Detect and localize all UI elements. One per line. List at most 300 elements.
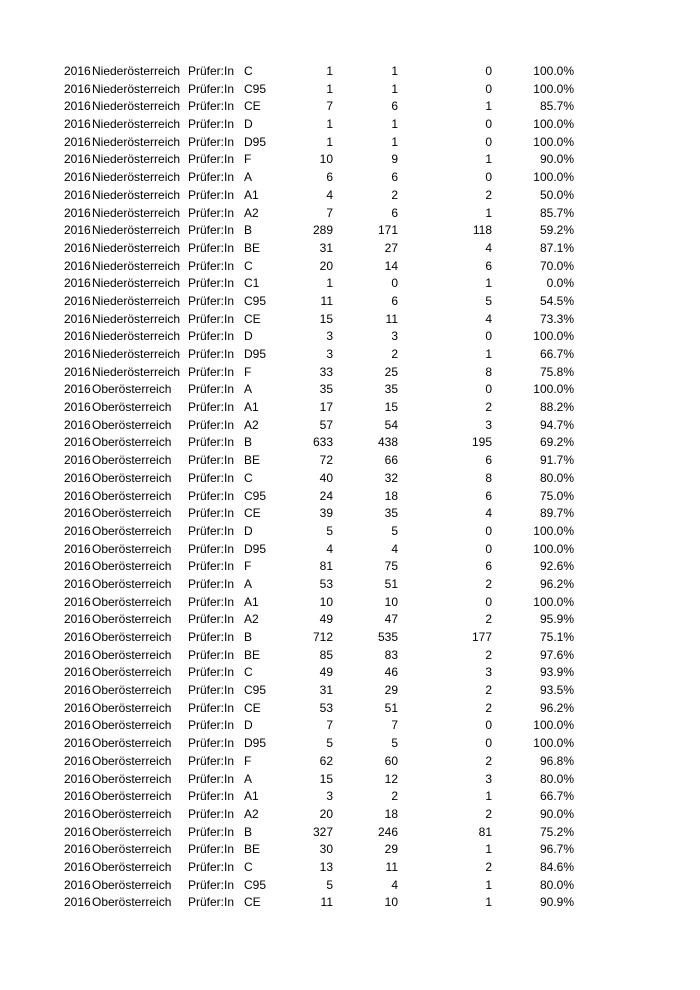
year-cell: 2016 (64, 470, 91, 485)
failed-cell: 2 (485, 859, 492, 874)
passed-cell: 66 (384, 453, 398, 468)
year-cell: 2016 (64, 506, 91, 521)
role-cell: Prüfer:In (188, 258, 235, 273)
year-cell: 2016 (64, 258, 91, 273)
total-cell: 6 (326, 170, 333, 185)
license-class-cell: F (244, 364, 252, 379)
year-cell: 2016 (64, 665, 91, 680)
pass-rate-cell: 75.1% (539, 630, 574, 644)
pass-rate-cell: 0.0% (546, 276, 574, 291)
role-cell: Prüfer:In (188, 311, 235, 326)
year-cell: 2016 (64, 859, 91, 874)
passed-cell: 1 (391, 134, 398, 149)
year-cell: 2016 (64, 576, 91, 591)
state-cell: Niederösterreich (92, 364, 181, 379)
state-cell: Oberösterreich (92, 647, 172, 662)
state-cell: Oberösterreich (92, 824, 172, 839)
role-cell: Prüfer:In (188, 99, 235, 114)
license-class-cell: B (244, 630, 253, 644)
failed-cell: 2 (485, 647, 492, 662)
state-cell: Oberösterreich (92, 700, 172, 715)
year-cell: 2016 (64, 753, 91, 768)
role-cell: Prüfer:In (188, 223, 235, 238)
role-cell: Prüfer:In (188, 541, 235, 556)
pass-rate-cell: 90.0% (539, 152, 574, 167)
state-cell: Oberösterreich (92, 753, 172, 768)
license-class-cell: B (244, 824, 253, 839)
pass-rate-cell: 66.7% (539, 789, 574, 804)
license-class-cell: A1 (244, 187, 259, 202)
license-class-cell: CE (244, 311, 261, 326)
year-cell: 2016 (64, 842, 91, 857)
failed-cell: 2 (485, 683, 492, 698)
failed-cell: 1 (485, 877, 492, 892)
state-cell: Niederösterreich (92, 152, 181, 167)
pass-rate-cell: 100.0% (533, 134, 574, 149)
state-cell: Oberösterreich (92, 683, 172, 698)
total-cell: 53 (319, 576, 333, 591)
failed-cell: 0 (485, 736, 492, 751)
license-class-cell: C (244, 258, 253, 273)
passed-cell: 9 (391, 152, 398, 167)
license-class-cell: C95 (244, 877, 267, 892)
year-cell: 2016 (64, 594, 91, 609)
year-cell: 2016 (64, 329, 91, 344)
year-cell: 2016 (64, 630, 91, 644)
total-cell: 15 (319, 311, 333, 326)
license-class-cell: BE (244, 240, 261, 255)
license-class-cell: C95 (244, 683, 267, 698)
year-cell: 2016 (64, 612, 91, 627)
license-class-cell: F (244, 559, 252, 574)
table-row (64, 187, 574, 205)
total-cell: 3 (326, 329, 333, 344)
year-cell: 2016 (64, 895, 91, 910)
table-row (64, 629, 574, 647)
state-cell: Oberösterreich (92, 612, 172, 627)
failed-cell: 8 (485, 470, 492, 485)
table-row (64, 258, 574, 276)
pass-rate-cell: 97.6% (539, 647, 574, 662)
failed-cell: 0 (485, 594, 492, 609)
total-cell: 81 (319, 559, 333, 574)
passed-cell: 0 (391, 276, 398, 291)
license-class-cell: D95 (244, 347, 267, 361)
failed-cell: 0 (485, 523, 492, 538)
state-cell: Oberösterreich (92, 842, 172, 857)
total-cell: 49 (319, 665, 333, 680)
data-table (64, 63, 574, 912)
failed-cell: 0 (485, 718, 492, 733)
table-row (64, 576, 574, 594)
table-row (64, 806, 574, 824)
total-cell: 5 (326, 523, 333, 538)
role-cell: Prüfer:In (188, 523, 235, 538)
failed-cell: 1 (485, 895, 492, 910)
role-cell: Prüfer:In (188, 877, 235, 892)
failed-cell: 2 (485, 187, 492, 202)
passed-cell: 7 (391, 718, 398, 733)
license-class-cell: BE (244, 453, 261, 468)
passed-cell: 171 (377, 223, 398, 238)
passed-cell: 35 (384, 506, 398, 521)
table-row (64, 98, 574, 116)
total-cell: 85 (319, 647, 333, 662)
license-class-cell: D (244, 718, 253, 733)
failed-cell: 0 (485, 382, 492, 397)
total-cell: 633 (312, 435, 333, 450)
year-cell: 2016 (64, 170, 91, 185)
year-cell: 2016 (64, 718, 91, 733)
failed-cell: 0 (485, 170, 492, 185)
year-cell: 2016 (64, 81, 91, 96)
year-cell: 2016 (64, 205, 91, 220)
pass-rate-cell: 75.0% (539, 488, 574, 503)
table-row (64, 753, 574, 771)
year-cell: 2016 (64, 364, 91, 379)
state-cell: Oberösterreich (92, 789, 172, 804)
table-row (64, 293, 574, 311)
passed-cell: 11 (385, 859, 398, 874)
role-cell: Prüfer:In (188, 718, 235, 733)
year-cell: 2016 (64, 559, 91, 574)
passed-cell: 535 (377, 630, 398, 644)
table-row (64, 523, 574, 541)
license-class-cell: C (244, 64, 253, 78)
year-cell: 2016 (64, 824, 91, 839)
failed-cell: 1 (485, 842, 492, 857)
pass-rate-cell: 96.2% (539, 700, 574, 715)
table-row (64, 346, 574, 364)
year-cell: 2016 (64, 541, 91, 556)
license-class-cell: C (244, 470, 253, 485)
pass-rate-cell: 91.7% (539, 453, 574, 468)
year-cell: 2016 (64, 771, 91, 786)
total-cell: 35 (319, 382, 333, 397)
pass-rate-cell: 80.0% (539, 470, 574, 485)
pass-rate-cell: 94.7% (539, 417, 574, 432)
passed-cell: 12 (384, 771, 398, 786)
pass-rate-cell: 100.0% (533, 594, 574, 609)
pass-rate-cell: 100.0% (533, 736, 574, 751)
state-cell: Niederösterreich (92, 223, 181, 238)
year-cell: 2016 (64, 700, 91, 715)
table-row (64, 735, 574, 753)
total-cell: 40 (319, 470, 333, 485)
year-cell: 2016 (64, 453, 91, 468)
pass-rate-cell: 100.0% (533, 523, 574, 538)
state-cell: Oberösterreich (92, 718, 172, 733)
table-row (64, 116, 574, 134)
role-cell: Prüfer:In (188, 594, 235, 609)
total-cell: 712 (312, 630, 333, 644)
table-row (64, 328, 574, 346)
license-class-cell: CE (244, 700, 261, 715)
failed-cell: 0 (485, 117, 492, 132)
table-row (64, 717, 574, 735)
table-row (64, 364, 574, 382)
pass-rate-cell: 54.5% (539, 293, 574, 308)
license-class-cell: D (244, 523, 253, 538)
role-cell: Prüfer:In (188, 753, 235, 768)
passed-cell: 5 (391, 523, 398, 538)
license-class-cell: BE (244, 842, 261, 857)
passed-cell: 54 (384, 417, 398, 432)
state-cell: Niederösterreich (92, 81, 181, 96)
failed-cell: 4 (485, 506, 492, 521)
role-cell: Prüfer:In (188, 417, 235, 432)
role-cell: Prüfer:In (188, 152, 235, 167)
total-cell: 7 (326, 205, 333, 220)
pass-rate-cell: 100.0% (533, 64, 574, 78)
table-row (64, 594, 574, 612)
license-class-cell: A (244, 576, 253, 591)
failed-cell: 2 (485, 806, 492, 821)
license-class-cell: F (244, 152, 252, 167)
state-cell: Niederösterreich (92, 240, 181, 255)
state-cell: Oberösterreich (92, 877, 172, 892)
role-cell: Prüfer:In (188, 824, 235, 839)
passed-cell: 18 (384, 806, 398, 821)
license-class-cell: CE (244, 506, 261, 521)
license-class-cell: A (244, 771, 253, 786)
pass-rate-cell: 96.2% (539, 576, 574, 591)
passed-cell: 83 (384, 647, 398, 662)
failed-cell: 2 (485, 576, 492, 591)
license-class-cell: C95 (244, 81, 267, 96)
state-cell: Oberösterreich (92, 576, 172, 591)
table-row (64, 240, 574, 258)
state-cell: Oberösterreich (92, 382, 172, 397)
total-cell: 15 (319, 771, 333, 786)
license-class-cell: A1 (244, 400, 259, 415)
year-cell: 2016 (64, 64, 91, 78)
role-cell: Prüfer:In (188, 506, 235, 521)
failed-cell: 177 (471, 630, 492, 644)
passed-cell: 2 (391, 789, 398, 804)
pass-rate-cell: 59.2% (539, 223, 574, 238)
state-cell: Oberösterreich (92, 541, 172, 556)
passed-cell: 32 (384, 470, 398, 485)
table-row (64, 275, 574, 293)
failed-cell: 1 (485, 99, 492, 114)
table-row (64, 169, 574, 187)
state-cell: Oberösterreich (92, 806, 172, 821)
passed-cell: 46 (384, 665, 398, 680)
table-row (64, 417, 574, 435)
role-cell: Prüfer:In (188, 700, 235, 715)
table-row (64, 399, 574, 417)
passed-cell: 29 (384, 683, 398, 698)
passed-cell: 51 (384, 576, 398, 591)
license-class-cell: D95 (244, 134, 267, 149)
license-class-cell: D95 (244, 736, 267, 751)
pass-rate-cell: 100.0% (533, 541, 574, 556)
table-row (64, 700, 574, 718)
total-cell: 3 (326, 789, 333, 804)
state-cell: Niederösterreich (92, 276, 181, 291)
pass-rate-cell: 75.2% (539, 824, 574, 839)
total-cell: 17 (319, 400, 333, 415)
license-class-cell: CE (244, 895, 261, 910)
total-cell: 1 (326, 64, 333, 78)
license-class-cell: A2 (244, 205, 259, 220)
failed-cell: 2 (485, 753, 492, 768)
pass-rate-cell: 90.9% (539, 895, 574, 910)
state-cell: Niederösterreich (92, 311, 181, 326)
table-row (64, 877, 574, 895)
failed-cell: 2 (485, 400, 492, 415)
state-cell: Niederösterreich (92, 258, 181, 273)
state-cell: Oberösterreich (92, 435, 172, 450)
table-row (64, 771, 574, 789)
table-row (64, 222, 574, 240)
state-cell: Niederösterreich (92, 134, 181, 149)
state-cell: Oberösterreich (92, 594, 172, 609)
passed-cell: 5 (391, 736, 398, 751)
passed-cell: 1 (391, 81, 398, 96)
failed-cell: 1 (485, 152, 492, 167)
license-class-cell: C95 (244, 488, 267, 503)
passed-cell: 15 (384, 400, 398, 415)
role-cell: Prüfer:In (188, 400, 235, 415)
year-cell: 2016 (64, 347, 91, 361)
total-cell: 1 (326, 134, 333, 149)
passed-cell: 29 (384, 842, 398, 857)
table-row (64, 788, 574, 806)
year-cell: 2016 (64, 382, 91, 397)
table-row (64, 63, 574, 81)
role-cell: Prüfer:In (188, 559, 235, 574)
state-cell: Oberösterreich (92, 736, 172, 751)
failed-cell: 0 (485, 541, 492, 556)
state-cell: Niederösterreich (92, 205, 181, 220)
role-cell: Prüfer:In (188, 736, 235, 751)
table-row (64, 664, 574, 682)
state-cell: Oberösterreich (92, 630, 172, 644)
passed-cell: 18 (384, 488, 398, 503)
passed-cell: 2 (391, 187, 398, 202)
role-cell: Prüfer:In (188, 187, 235, 202)
pass-rate-cell: 95.9% (539, 612, 574, 627)
total-cell: 7 (326, 718, 333, 733)
role-cell: Prüfer:In (188, 382, 235, 397)
failed-cell: 3 (485, 771, 492, 786)
state-cell: Oberösterreich (92, 400, 172, 415)
passed-cell: 14 (384, 258, 398, 273)
total-cell: 13 (319, 859, 333, 874)
year-cell: 2016 (64, 223, 91, 238)
license-class-cell: D95 (244, 541, 267, 556)
passed-cell: 27 (384, 240, 398, 255)
total-cell: 20 (319, 806, 333, 821)
failed-cell: 0 (485, 329, 492, 344)
state-cell: Oberösterreich (92, 470, 172, 485)
failed-cell: 6 (485, 488, 492, 503)
pass-rate-cell: 100.0% (533, 117, 574, 132)
pass-rate-cell: 66.7% (539, 347, 574, 361)
state-cell: Niederösterreich (92, 117, 181, 132)
pass-rate-cell: 87.1% (539, 240, 574, 255)
table-row (64, 311, 574, 329)
passed-cell: 25 (384, 364, 398, 379)
total-cell: 20 (319, 258, 333, 273)
total-cell: 72 (319, 453, 333, 468)
pass-rate-cell: 69.2% (539, 435, 574, 450)
license-class-cell: CE (244, 99, 261, 114)
total-cell: 49 (319, 612, 333, 627)
state-cell: Niederösterreich (92, 64, 181, 78)
passed-cell: 47 (384, 612, 398, 627)
pass-rate-cell: 70.0% (539, 258, 574, 273)
failed-cell: 0 (485, 134, 492, 149)
total-cell: 39 (319, 506, 333, 521)
role-cell: Prüfer:In (188, 470, 235, 485)
role-cell: Prüfer:In (188, 453, 235, 468)
license-class-cell: A (244, 382, 253, 397)
role-cell: Prüfer:In (188, 205, 235, 220)
state-cell: Oberösterreich (92, 523, 172, 538)
failed-cell: 2 (485, 700, 492, 715)
state-cell: Niederösterreich (92, 293, 181, 308)
failed-cell: 6 (485, 453, 492, 468)
failed-cell: 1 (485, 789, 492, 804)
passed-cell: 10 (384, 895, 398, 910)
table-row (64, 558, 574, 576)
total-cell: 3 (326, 347, 333, 361)
total-cell: 11 (320, 895, 333, 910)
failed-cell: 6 (485, 559, 492, 574)
pass-rate-cell: 89.7% (539, 506, 574, 521)
role-cell: Prüfer:In (188, 630, 235, 644)
license-class-cell: BE (244, 647, 261, 662)
passed-cell: 4 (391, 877, 398, 892)
failed-cell: 4 (485, 311, 492, 326)
failed-cell: 6 (485, 258, 492, 273)
state-cell: Niederösterreich (92, 99, 181, 114)
failed-cell: 1 (485, 276, 492, 291)
passed-cell: 60 (384, 753, 398, 768)
table-row (64, 505, 574, 523)
passed-cell: 4 (391, 541, 398, 556)
state-cell: Oberösterreich (92, 665, 172, 680)
state-cell: Niederösterreich (92, 187, 181, 202)
total-cell: 53 (319, 700, 333, 715)
pass-rate-cell: 92.6% (539, 559, 574, 574)
state-cell: Oberösterreich (92, 559, 172, 574)
year-cell: 2016 (64, 152, 91, 167)
role-cell: Prüfer:In (188, 771, 235, 786)
license-class-cell: A2 (244, 612, 259, 627)
year-cell: 2016 (64, 647, 91, 662)
passed-cell: 1 (391, 117, 398, 132)
failed-cell: 0 (485, 64, 492, 78)
table-row (64, 682, 574, 700)
table-row (64, 488, 574, 506)
license-class-cell: C (244, 859, 253, 874)
table-row (64, 134, 574, 152)
failed-cell: 1 (485, 347, 492, 361)
table-row (64, 841, 574, 859)
license-class-cell: C1 (244, 276, 260, 291)
pass-rate-cell: 90.0% (539, 806, 574, 821)
total-cell: 33 (319, 364, 333, 379)
year-cell: 2016 (64, 117, 91, 132)
pass-rate-cell: 100.0% (533, 718, 574, 733)
pass-rate-cell: 75.8% (539, 364, 574, 379)
pass-rate-cell: 100.0% (533, 382, 574, 397)
license-class-cell: F (244, 753, 252, 768)
